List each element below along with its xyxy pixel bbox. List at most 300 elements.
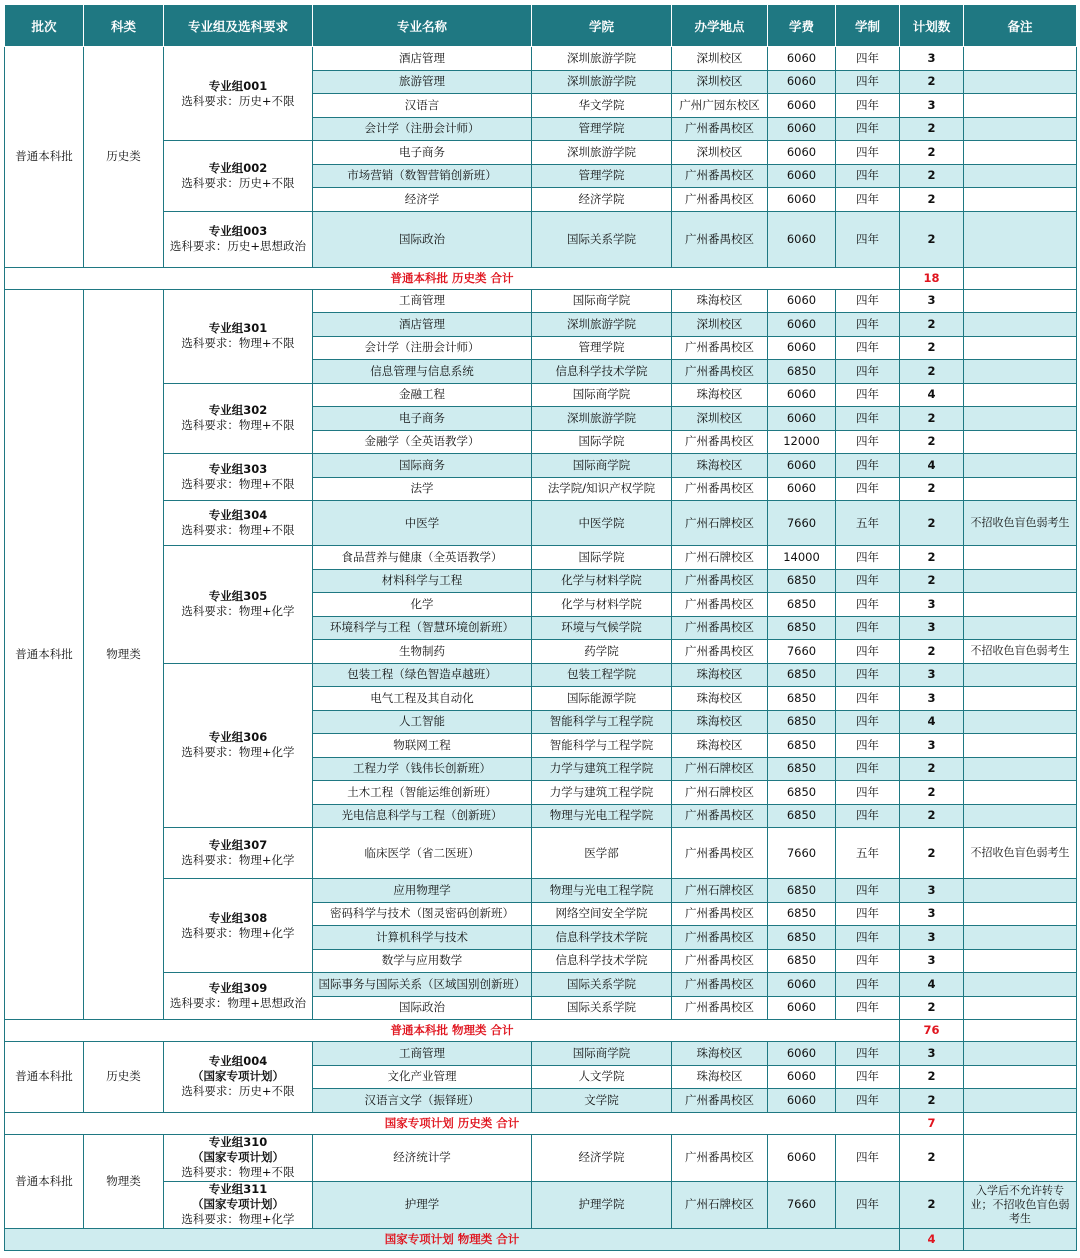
college-cell: 智能科学与工程学院 xyxy=(532,734,672,758)
batch-cell: 普通本科批 xyxy=(5,1134,84,1228)
batch-cell: 普通本科批 xyxy=(5,289,84,1020)
years-cell: 四年 xyxy=(836,94,900,118)
total-row xyxy=(5,1228,1077,1250)
campus-cell: 广州番禺校区 xyxy=(672,211,768,267)
years-cell: 四年 xyxy=(836,70,900,94)
group-requirement: 选科要求：物理+思想政治 xyxy=(169,996,307,1010)
group-requirement: 选科要求：物理+化学 xyxy=(181,925,295,940)
note-cell xyxy=(964,454,1077,478)
table-row xyxy=(5,289,1077,313)
college-cell: 深圳旅游学院 xyxy=(532,313,672,337)
major-cell: 物联网工程 xyxy=(313,734,532,758)
note-cell xyxy=(964,757,1077,781)
total-label: 国家专项计划 物理类 合计 xyxy=(5,1228,900,1250)
plan-cell: 2 xyxy=(900,828,964,879)
fee-cell: 6060 xyxy=(768,211,836,267)
group-requirement: 选科要求：物理+化学 xyxy=(181,1212,295,1226)
group-cell xyxy=(164,383,313,454)
campus-cell: 广州番禺校区 xyxy=(672,902,768,926)
plan-cell: 2 xyxy=(900,1065,964,1089)
major-cell: 金融工程 xyxy=(313,383,532,407)
major-cell: 人工智能 xyxy=(313,710,532,734)
campus-cell: 珠海校区 xyxy=(672,454,768,478)
major-cell: 化学 xyxy=(313,593,532,617)
college-cell: 信息科学技术学院 xyxy=(532,360,672,384)
college-cell: 力学与建筑工程学院 xyxy=(532,781,672,805)
major-cell: 计算机科学与技术 xyxy=(313,926,532,950)
table-row xyxy=(5,454,1077,478)
college-cell: 深圳旅游学院 xyxy=(532,47,672,71)
note-cell xyxy=(964,781,1077,805)
plan-cell: 2 xyxy=(900,188,964,212)
note-cell xyxy=(964,687,1077,711)
table-row xyxy=(5,501,1077,546)
campus-cell: 广州石牌校区 xyxy=(672,546,768,570)
group-cell xyxy=(164,879,313,973)
fee-cell: 6850 xyxy=(768,949,836,973)
note-cell xyxy=(964,188,1077,212)
college-cell: 华文学院 xyxy=(532,94,672,118)
note-cell xyxy=(964,336,1077,360)
college-cell: 力学与建筑工程学院 xyxy=(532,757,672,781)
fee-cell: 6060 xyxy=(768,313,836,337)
note-cell xyxy=(964,360,1077,384)
group-cell xyxy=(164,663,313,828)
note-cell xyxy=(964,1065,1077,1089)
fee-cell: 6060 xyxy=(768,70,836,94)
plan-cell: 2 xyxy=(900,477,964,501)
campus-cell: 广州番禺校区 xyxy=(672,1134,768,1181)
fee-cell: 6060 xyxy=(768,164,836,188)
fee-cell: 6060 xyxy=(768,141,836,165)
table-row xyxy=(5,546,1077,570)
major-cell: 国际商务 xyxy=(313,454,532,478)
fee-cell: 6060 xyxy=(768,1065,836,1089)
campus-cell: 广州番禺校区 xyxy=(672,804,768,828)
fee-cell: 6850 xyxy=(768,902,836,926)
years-cell: 四年 xyxy=(836,879,900,903)
table-row xyxy=(5,1134,1077,1181)
fee-cell: 6060 xyxy=(768,454,836,478)
campus-cell: 广州番禺校区 xyxy=(672,926,768,950)
fee-cell: 7660 xyxy=(768,1181,836,1228)
plan-cell: 2 xyxy=(900,430,964,454)
plan-cell: 2 xyxy=(900,804,964,828)
group-requirement: 选科要求：物理+化学 xyxy=(181,853,295,867)
major-cell: 国际事务与国际关系（区域国别创新班） xyxy=(313,973,532,997)
plan-cell: 2 xyxy=(900,407,964,431)
major-cell: 酒店管理 xyxy=(313,47,532,71)
group-name: 专业组303 xyxy=(208,462,268,476)
total-row xyxy=(5,267,1077,289)
fee-cell: 7660 xyxy=(768,501,836,546)
plan-cell: 3 xyxy=(900,593,964,617)
campus-cell: 广州番禺校区 xyxy=(672,1089,768,1113)
plan-cell: 4 xyxy=(900,973,964,997)
college-cell: 化学与材料学院 xyxy=(532,593,672,617)
years-cell: 四年 xyxy=(836,336,900,360)
years-cell: 四年 xyxy=(836,687,900,711)
major-cell: 汉语言 xyxy=(313,94,532,118)
plan-cell: 2 xyxy=(900,640,964,664)
note-cell xyxy=(964,1042,1077,1066)
fee-cell: 6060 xyxy=(768,407,836,431)
plan-cell: 2 xyxy=(900,211,964,267)
fee-cell: 6060 xyxy=(768,973,836,997)
plan-cell: 2 xyxy=(900,781,964,805)
campus-cell: 广州石牌校区 xyxy=(672,879,768,903)
college-cell: 中医学院 xyxy=(532,501,672,546)
campus-cell: 珠海校区 xyxy=(672,383,768,407)
major-cell: 工程力学（钱伟长创新班） xyxy=(313,757,532,781)
college-cell: 包装工程学院 xyxy=(532,663,672,687)
major-cell: 材料科学与工程 xyxy=(313,569,532,593)
years-cell: 四年 xyxy=(836,141,900,165)
table-body xyxy=(5,47,1077,1251)
group-name: 专业组304 xyxy=(208,508,268,522)
group-name: 专业组309 xyxy=(208,981,268,995)
note-cell xyxy=(964,569,1077,593)
plan-cell: 4 xyxy=(900,454,964,478)
table-row xyxy=(5,973,1077,997)
years-cell: 四年 xyxy=(836,1089,900,1113)
major-cell: 中医学 xyxy=(313,501,532,546)
campus-cell: 深圳校区 xyxy=(672,70,768,94)
batch-cell: 普通本科批 xyxy=(5,47,84,268)
years-cell: 四年 xyxy=(836,616,900,640)
major-cell: 应用物理学 xyxy=(313,879,532,903)
campus-cell: 广州番禺校区 xyxy=(672,477,768,501)
years-cell: 四年 xyxy=(836,949,900,973)
plan-cell: 2 xyxy=(900,117,964,141)
group-name: 专业组003 xyxy=(208,224,268,238)
college-cell: 管理学院 xyxy=(532,117,672,141)
campus-cell: 广州番禺校区 xyxy=(672,430,768,454)
fee-cell: 6060 xyxy=(768,477,836,501)
header-row xyxy=(5,5,1077,47)
major-cell: 经济学 xyxy=(313,188,532,212)
group-cell xyxy=(164,1134,313,1181)
major-cell: 信息管理与信息系统 xyxy=(313,360,532,384)
plan-cell: 3 xyxy=(900,289,964,313)
category-cell: 历史类 xyxy=(84,1042,164,1113)
years-cell: 四年 xyxy=(836,454,900,478)
major-cell: 工商管理 xyxy=(313,1042,532,1066)
college-cell: 国际关系学院 xyxy=(532,211,672,267)
note-cell xyxy=(964,430,1077,454)
note-cell: 不招收色盲色弱考生 xyxy=(964,828,1077,879)
plan-cell: 4 xyxy=(900,383,964,407)
college-cell: 深圳旅游学院 xyxy=(532,141,672,165)
campus-cell: 深圳校区 xyxy=(672,407,768,431)
col-batch: 批次 xyxy=(5,5,84,47)
group-requirement: 选科要求：历史+不限 xyxy=(181,1084,295,1099)
major-cell: 数学与应用数学 xyxy=(313,949,532,973)
table-row xyxy=(5,1042,1077,1066)
group-cell xyxy=(164,454,313,501)
college-cell: 文学院 xyxy=(532,1089,672,1113)
col-group: 专业组及选科要求 xyxy=(164,5,313,47)
group-requirement: 选科要求：物理+不限 xyxy=(181,336,295,350)
note-cell xyxy=(964,902,1077,926)
note-cell xyxy=(964,1134,1077,1181)
note-cell xyxy=(964,546,1077,570)
campus-cell: 珠海校区 xyxy=(672,1042,768,1066)
plan-cell: 2 xyxy=(900,569,964,593)
years-cell: 四年 xyxy=(836,710,900,734)
campus-cell: 珠海校区 xyxy=(672,687,768,711)
group-requirement: 选科要求：物理+不限 xyxy=(181,1165,295,1179)
col-major: 专业名称 xyxy=(313,5,532,47)
plan-cell: 2 xyxy=(900,1181,964,1228)
campus-cell: 广州番禺校区 xyxy=(672,616,768,640)
group-name: 专业组311 xyxy=(208,1182,268,1196)
college-cell: 信息科学技术学院 xyxy=(532,949,672,973)
fee-cell: 7660 xyxy=(768,640,836,664)
campus-cell: 珠海校区 xyxy=(672,663,768,687)
college-cell: 信息科学技术学院 xyxy=(532,926,672,950)
years-cell: 四年 xyxy=(836,640,900,664)
years-cell: 四年 xyxy=(836,593,900,617)
major-cell: 食品营养与健康（全英语教学） xyxy=(313,546,532,570)
note-cell xyxy=(964,383,1077,407)
major-cell: 生物制药 xyxy=(313,640,532,664)
plan-cell: 2 xyxy=(900,996,964,1020)
group-name: 专业组001 xyxy=(208,78,268,93)
plan-cell: 3 xyxy=(900,734,964,758)
college-cell: 国际商学院 xyxy=(532,383,672,407)
group-requirement: 选科要求：物理+化学 xyxy=(181,604,295,619)
years-cell: 四年 xyxy=(836,804,900,828)
note-cell xyxy=(964,949,1077,973)
fee-cell: 6060 xyxy=(768,47,836,71)
table-row xyxy=(5,663,1077,687)
group-name: 专业组305 xyxy=(208,589,268,604)
note-cell: 不招收色盲色弱考生 xyxy=(964,501,1077,546)
years-cell: 四年 xyxy=(836,996,900,1020)
note-cell xyxy=(964,141,1077,165)
campus-cell: 深圳校区 xyxy=(672,47,768,71)
fee-cell: 6060 xyxy=(768,1042,836,1066)
plan-cell: 3 xyxy=(900,47,964,71)
college-cell: 管理学院 xyxy=(532,164,672,188)
col-college: 学院 xyxy=(532,5,672,47)
group-name: 专业组002 xyxy=(208,160,268,175)
total-label: 普通本科批 历史类 合计 xyxy=(5,267,900,289)
plan-cell: 3 xyxy=(900,616,964,640)
college-cell: 国际商学院 xyxy=(532,1042,672,1066)
plan-cell: 2 xyxy=(900,141,964,165)
major-cell: 密码科学与技术（图灵密码创新班） xyxy=(313,902,532,926)
group-cell xyxy=(164,1042,313,1113)
major-cell: 国际政治 xyxy=(313,996,532,1020)
college-cell: 深圳旅游学院 xyxy=(532,407,672,431)
fee-cell: 6060 xyxy=(768,1089,836,1113)
plan-cell: 3 xyxy=(900,926,964,950)
table-row xyxy=(5,47,1077,71)
group-cell xyxy=(164,289,313,383)
campus-cell: 广州石牌校区 xyxy=(672,757,768,781)
campus-cell: 广州番禺校区 xyxy=(672,569,768,593)
group-requirement: 选科要求：历史+思想政治 xyxy=(169,239,307,253)
total-row xyxy=(5,1112,1077,1134)
major-cell: 文化产业管理 xyxy=(313,1065,532,1089)
col-category: 科类 xyxy=(84,5,164,47)
college-cell: 网络空间安全学院 xyxy=(532,902,672,926)
note-cell xyxy=(964,973,1077,997)
campus-cell: 深圳校区 xyxy=(672,141,768,165)
years-cell: 四年 xyxy=(836,973,900,997)
fee-cell: 6850 xyxy=(768,593,836,617)
campus-cell: 珠海校区 xyxy=(672,710,768,734)
note-cell xyxy=(964,477,1077,501)
campus-cell: 广州广园东校区 xyxy=(672,94,768,118)
note-cell xyxy=(964,289,1077,313)
plan-cell: 2 xyxy=(900,501,964,546)
years-cell: 五年 xyxy=(836,828,900,879)
batch-cell: 普通本科批 xyxy=(5,1042,84,1113)
campus-cell: 广州番禺校区 xyxy=(672,593,768,617)
major-cell: 电子商务 xyxy=(313,141,532,165)
fee-cell: 6850 xyxy=(768,663,836,687)
plan-cell: 2 xyxy=(900,164,964,188)
total-row xyxy=(5,1020,1077,1042)
major-cell: 护理学 xyxy=(313,1181,532,1228)
note-cell xyxy=(964,1089,1077,1113)
plan-cell: 3 xyxy=(900,1042,964,1066)
note-cell xyxy=(964,47,1077,71)
note-cell xyxy=(964,804,1077,828)
college-cell: 化学与材料学院 xyxy=(532,569,672,593)
fee-cell: 6060 xyxy=(768,1134,836,1181)
col-note: 备注 xyxy=(964,5,1077,47)
group-cell xyxy=(164,828,313,879)
campus-cell: 广州番禺校区 xyxy=(672,973,768,997)
category-cell: 历史类 xyxy=(84,47,164,268)
table-row xyxy=(5,383,1077,407)
note-cell xyxy=(964,313,1077,337)
fee-cell: 6850 xyxy=(768,926,836,950)
group-requirement: 选科要求：历史+不限 xyxy=(181,93,295,108)
group-requirement: 选科要求：物理+不限 xyxy=(181,477,295,491)
group-requirement: 选科要求：物理+不限 xyxy=(181,523,295,537)
note-cell xyxy=(964,879,1077,903)
campus-cell: 广州番禺校区 xyxy=(672,996,768,1020)
group-special-plan: （国家专项计划） xyxy=(192,1197,284,1211)
college-cell: 管理学院 xyxy=(532,336,672,360)
plan-cell: 2 xyxy=(900,336,964,360)
fee-cell: 6850 xyxy=(768,781,836,805)
total-note xyxy=(964,267,1077,289)
college-cell: 法学院/知识产权学院 xyxy=(532,477,672,501)
years-cell: 四年 xyxy=(836,1042,900,1066)
group-cell xyxy=(164,546,313,664)
fee-cell: 14000 xyxy=(768,546,836,570)
fee-cell: 6060 xyxy=(768,289,836,313)
years-cell: 四年 xyxy=(836,546,900,570)
college-cell: 经济学院 xyxy=(532,188,672,212)
fee-cell: 6060 xyxy=(768,996,836,1020)
college-cell: 国际能源学院 xyxy=(532,687,672,711)
plan-cell: 3 xyxy=(900,687,964,711)
group-name: 专业组004 xyxy=(208,1054,268,1069)
college-cell: 国际学院 xyxy=(532,430,672,454)
note-cell xyxy=(964,70,1077,94)
years-cell: 四年 xyxy=(836,211,900,267)
group-cell xyxy=(164,501,313,546)
group-cell xyxy=(164,973,313,1020)
years-cell: 四年 xyxy=(836,781,900,805)
campus-cell: 广州番禺校区 xyxy=(672,828,768,879)
note-cell xyxy=(964,996,1077,1020)
major-cell: 会计学（注册会计师） xyxy=(313,336,532,360)
years-cell: 四年 xyxy=(836,734,900,758)
table-row xyxy=(5,879,1077,903)
years-cell: 四年 xyxy=(836,164,900,188)
admission-plan-table xyxy=(4,4,1077,1251)
college-cell: 医学部 xyxy=(532,828,672,879)
fee-cell: 6850 xyxy=(768,879,836,903)
group-name: 专业组310 xyxy=(208,1135,268,1149)
col-plan: 计划数 xyxy=(900,5,964,47)
fee-cell: 6850 xyxy=(768,734,836,758)
group-cell xyxy=(164,141,313,212)
plan-cell: 2 xyxy=(900,70,964,94)
years-cell: 四年 xyxy=(836,313,900,337)
major-cell: 经济统计学 xyxy=(313,1134,532,1181)
years-cell: 四年 xyxy=(836,663,900,687)
group-name: 专业组308 xyxy=(208,910,268,925)
college-cell: 国际商学院 xyxy=(532,289,672,313)
group-cell xyxy=(164,211,313,267)
category-cell: 物理类 xyxy=(84,289,164,1020)
major-cell: 市场营销（数智营销创新班） xyxy=(313,164,532,188)
plan-cell: 2 xyxy=(900,546,964,570)
college-cell: 国际关系学院 xyxy=(532,973,672,997)
fee-cell: 6850 xyxy=(768,710,836,734)
fee-cell: 6850 xyxy=(768,360,836,384)
campus-cell: 深圳校区 xyxy=(672,313,768,337)
plan-cell: 3 xyxy=(900,663,964,687)
fee-cell: 6060 xyxy=(768,336,836,360)
plan-cell: 2 xyxy=(900,1089,964,1113)
category-cell: 物理类 xyxy=(84,1134,164,1228)
total-value: 18 xyxy=(900,267,964,289)
major-cell: 电子商务 xyxy=(313,407,532,431)
college-cell: 国际商学院 xyxy=(532,454,672,478)
fee-cell: 6850 xyxy=(768,687,836,711)
note-cell xyxy=(964,407,1077,431)
table-row xyxy=(5,141,1077,165)
group-name: 专业组307 xyxy=(208,838,268,852)
plan-cell: 2 xyxy=(900,360,964,384)
campus-cell: 广州石牌校区 xyxy=(672,501,768,546)
note-cell xyxy=(964,94,1077,118)
major-cell: 汉语言文学（振铎班） xyxy=(313,1089,532,1113)
campus-cell: 广州石牌校区 xyxy=(672,1181,768,1228)
major-cell: 光电信息科学与工程（创新班） xyxy=(313,804,532,828)
years-cell: 四年 xyxy=(836,289,900,313)
group-name: 专业组306 xyxy=(208,730,268,745)
years-cell: 四年 xyxy=(836,1065,900,1089)
years-cell: 四年 xyxy=(836,757,900,781)
major-cell: 电气工程及其自动化 xyxy=(313,687,532,711)
group-requirement: 选科要求：历史+不限 xyxy=(181,175,295,190)
total-note xyxy=(964,1228,1077,1250)
fee-cell: 6060 xyxy=(768,383,836,407)
major-cell: 临床医学（省二医班） xyxy=(313,828,532,879)
plan-cell: 2 xyxy=(900,313,964,337)
